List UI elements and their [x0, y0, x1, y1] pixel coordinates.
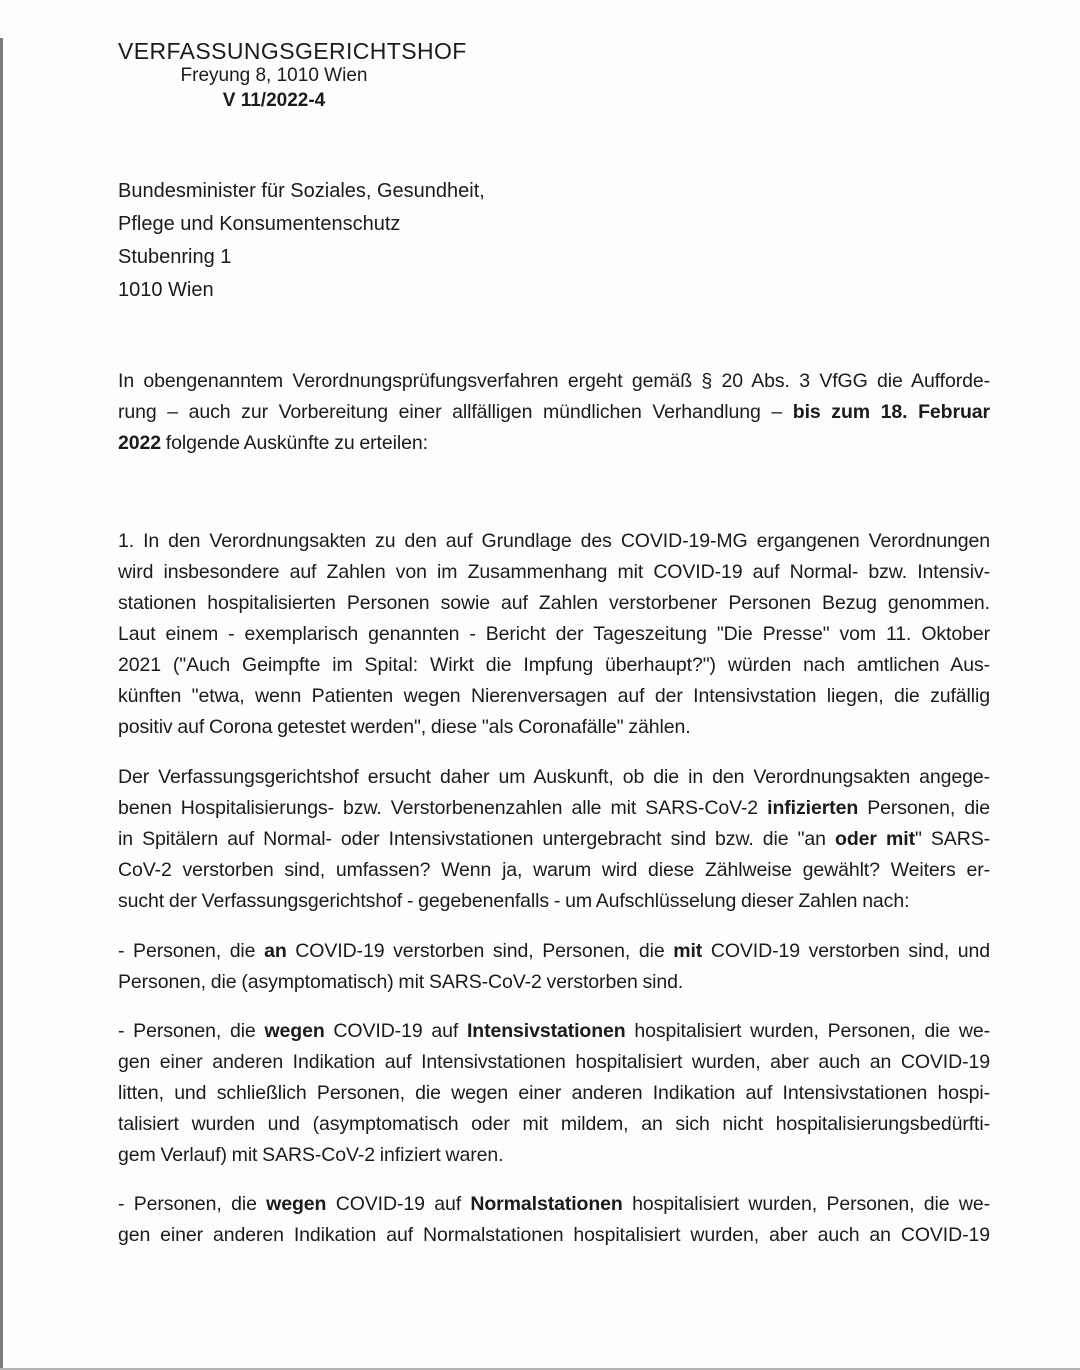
text-line — [118, 712, 990, 743]
text-line — [118, 967, 990, 998]
bold-text: wegen — [264, 1020, 325, 1042]
paragraph-request — [118, 762, 990, 917]
body-text: In obengenanntem Verordnungsprüfungsverfahren ergeht gemäß § 20 Abs. 3 VfGG die Aufforde- — [118, 370, 990, 392]
body-text: wird insbesondere auf Zahlen von im Zusammenhang mit COVID-19 auf Normal- bzw. Intensiv- — [118, 561, 990, 583]
bold-text: 2022 — [118, 432, 161, 454]
text-line — [118, 619, 990, 650]
body-text: gen einer anderen Indikation auf Normalstationen hospitalisiert wurden, aber auch an COVID-19 — [118, 1224, 990, 1246]
text-line — [118, 886, 990, 917]
letter-body — [118, 366, 990, 1251]
scanned-letter-page — [0, 38, 1080, 1370]
body-text: " SARS- — [914, 828, 990, 850]
court-name: VERFASSUNGSGERICHTSHOF — [118, 38, 467, 64]
text-line — [118, 397, 990, 428]
paragraph-bullet-icu — [118, 1016, 990, 1171]
body-text: in Spitälern auf Normal- oder Intensivstationen untergebracht sind bzw. die "an — [118, 828, 836, 850]
body-text: COVID-19 verstorben sind, Personen, die — [286, 940, 674, 962]
body-text: positiv auf Corona getestet werden", diese "als Coronafälle" zählen. — [118, 716, 691, 738]
bold-text: infizierten — [767, 797, 859, 819]
bold-text: mit — [673, 940, 703, 962]
bold-text: Normalstationen — [470, 1193, 623, 1215]
body-text: Laut einem - exemplarisch genannten - Bericht der Tageszeitung "Die Presse" vom 11. Oktober — [118, 623, 990, 645]
recipient-block — [118, 175, 1080, 307]
paragraph-point-1 — [118, 526, 990, 743]
body-text: - Personen, die — [118, 1193, 267, 1215]
body-text: Personen, die — [858, 797, 990, 819]
text-line — [118, 1078, 990, 1109]
body-text: Personen, die (asymptomatisch) mit SARS-CoV-2 verstorben sind. — [118, 971, 684, 993]
text-line — [118, 557, 990, 588]
letterhead — [118, 38, 467, 113]
body-text: stationen hospitalisierten Personen sowie auf Zahlen verstorbener Personen Bezug genommen. — [118, 592, 990, 614]
body-text: folgende Auskünfte zu erteilen: — [160, 432, 428, 454]
body-text: litten, und schließlich Personen, die wegen einer anderen Indikation auf Intensivstationen hospi- — [118, 1082, 990, 1104]
paragraph-bullet-deceased — [118, 936, 990, 998]
text-line — [118, 855, 990, 886]
text-line — [118, 1140, 990, 1171]
text-line — [118, 824, 990, 855]
body-text: COVID-19 auf — [326, 1193, 471, 1215]
body-text: benen Hospitalisierungs- bzw. Verstorbenenzahlen alle mit SARS-CoV-2 — [118, 797, 768, 819]
recipient-line: Bundesminister für Soziales, Gesundheit, — [118, 180, 485, 202]
text-line — [118, 1047, 990, 1078]
body-text: sucht der Verfassungsgerichtshof - gegebenenfalls - um Aufschlüsselung dieser Zahlen nach: — [118, 890, 910, 912]
body-text: künften "etwa, wenn Patienten wegen Nierenversagen auf der Intensivstation liegen, die zufällig — [118, 685, 990, 707]
paragraph-intro — [118, 366, 990, 459]
bold-text: an — [264, 940, 287, 962]
body-text: rung – auch zur Vorbereitung einer allfälligen mündlichen Verhandlung – — [118, 401, 793, 423]
text-line — [118, 366, 990, 397]
recipient-line: Stubenring 1 — [118, 246, 232, 268]
body-text: CoV-2 verstorben sind, umfassen? Wenn ja, warum wird diese Zählweise gewählt? Weiters er- — [118, 859, 990, 881]
bold-text: bis zum 18. Februar — [792, 401, 990, 423]
body-text: - Personen, die — [118, 1020, 265, 1042]
text-line — [118, 526, 990, 557]
text-line — [118, 1016, 990, 1047]
text-line — [118, 588, 990, 619]
body-text: COVID-19 verstorben sind, und — [702, 940, 990, 962]
text-line — [118, 428, 990, 459]
body-text: - Personen, die — [118, 940, 265, 962]
bold-text: Intensivstationen — [466, 1020, 626, 1042]
text-line — [118, 1109, 990, 1140]
body-text: hospitalisiert wurden, Personen, die we- — [622, 1193, 990, 1215]
body-text: gen einer anderen Indikation auf Intensivstationen hospitalisiert wurden, aber auch an COVID-19 — [118, 1051, 990, 1073]
body-text: gem Verlauf) mit SARS-CoV-2 infiziert waren. — [118, 1144, 504, 1166]
paragraph-bullet-normal-ward — [118, 1189, 990, 1251]
case-number: V 11/2022-4 — [222, 90, 326, 111]
recipient-line: 1010 Wien — [118, 279, 214, 301]
court-address: Freyung 8, 1010 Wien — [180, 65, 368, 86]
text-line — [118, 650, 990, 681]
text-line — [118, 1220, 990, 1251]
text-line — [118, 936, 990, 967]
body-text: COVID-19 auf — [324, 1020, 467, 1042]
body-text: talisiert wurden und (asymptomatisch oder mit mildem, an sich nicht hospitalisierungsbedürfti- — [118, 1113, 990, 1135]
body-text: 1. In den Verordnungsakten zu den auf Grundlage des COVID-19-MG ergangenen Verordnungen — [118, 530, 990, 552]
scan-edge-left — [0, 38, 3, 1370]
body-text: 2021 ("Auch Geimpfte im Spital: Wirkt die Impfung überhaupt?") würden nach amtlichen Aus- — [118, 654, 990, 676]
text-line — [118, 762, 990, 793]
text-line — [118, 1189, 990, 1220]
body-text: Der Verfassungsgerichtshof ersucht daher um Auskunft, ob die in den Verordnungsakten angege- — [118, 766, 990, 788]
text-line — [118, 681, 990, 712]
bold-text: wegen — [266, 1193, 327, 1215]
recipient-line: Pflege und Konsumentenschutz — [118, 213, 401, 235]
body-text: hospitalisiert wurden, Personen, die we- — [625, 1020, 990, 1042]
bold-text: oder mit — [835, 828, 915, 850]
text-line — [118, 793, 990, 824]
